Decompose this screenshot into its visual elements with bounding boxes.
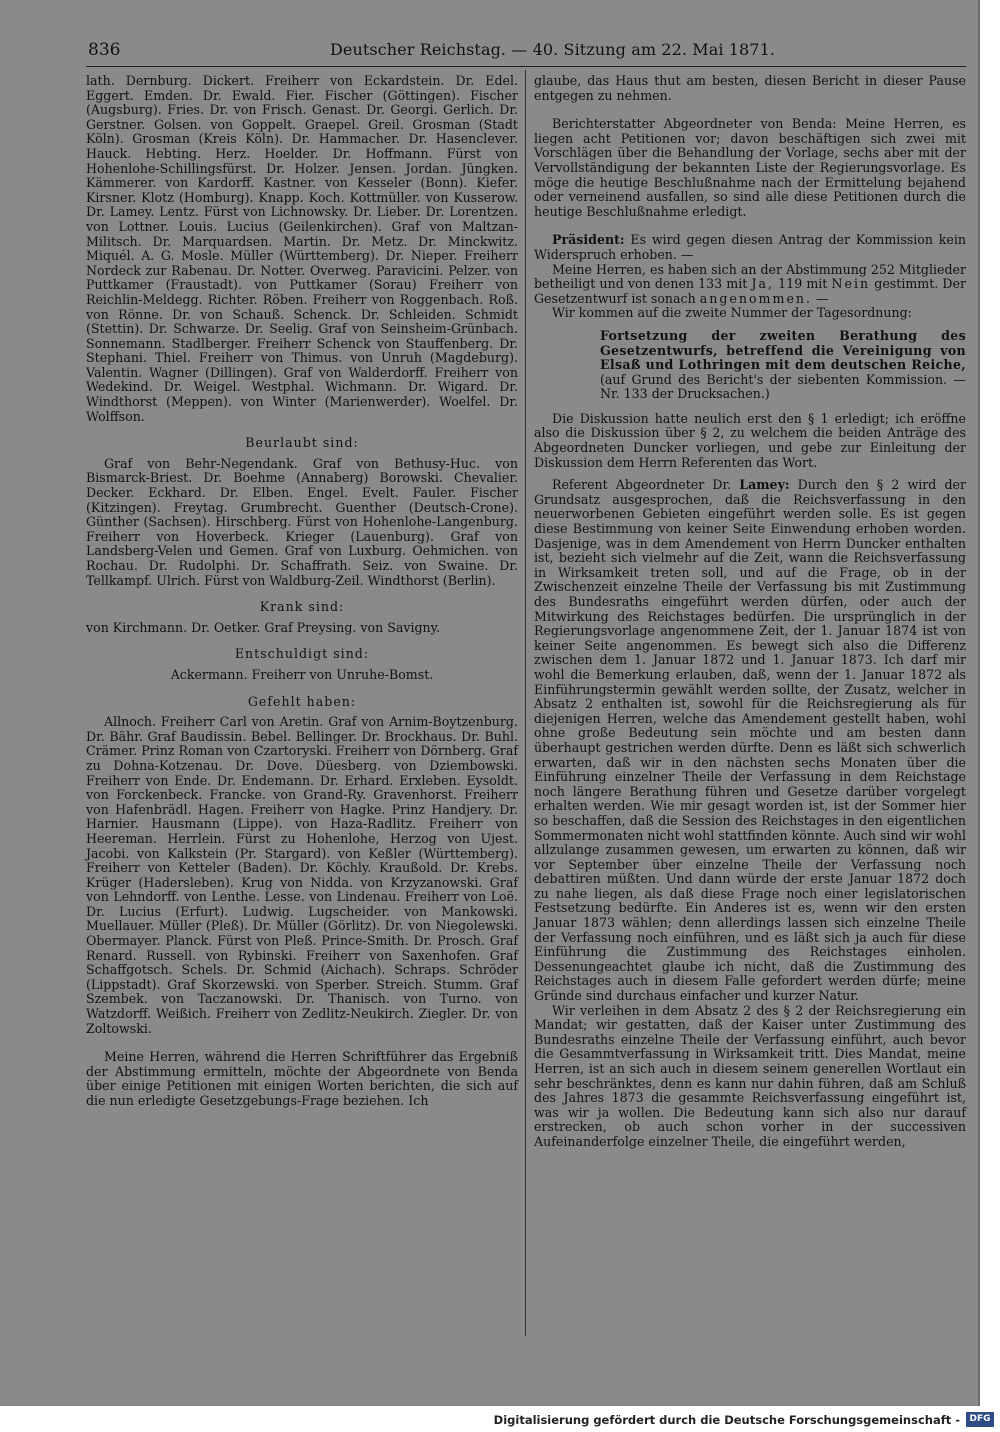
speech-benda: Meine Herren, es liegen acht Petitionen vor; davon beschäftigen sich zwei mit Vorschlägen über die Behandlung der Vorlage, sechs aber mit der Vervollständigung der bekannten Liste der Regierungsvorlage. Es möge die heutige Beschlußnahme nach der Ermittelung bejahend oder verneinend ausfallen, so sind alle diese Petitionen durch die heutige Beschlußnahme erledigt. [534, 116, 967, 219]
section-heading-gefehlt: Gefehlt haben: [247, 693, 357, 709]
agenda-title: Fortsetzung der zweiten Berathung des Gesetzentwurfs, betreffend die Vereinigung von Elsaß und Lothringen mit dem deutschen Reiche, [600, 327, 966, 373]
paragraph-vote-result [534, 263, 966, 307]
paragraph-lamey [534, 478, 966, 1003]
list-beurlaubt: Graf von Behr-Negendank. Graf von Bethusy-Huc. von Bismarck-Briest. Dr. Boehme (Annaberg) Borowski. Chevalier. Decker. Eckhard. Dr. Elben. Engel. Evelt. Fauler. Fischer (Kitzingen). Freytag. Grumbrecht. Guenther (Deutsch-Crone). Günther (Sachsen). Hirschberg. Fürst von Hohenlohe-Langenburg. Freiherr von Hoverbeck. Krieger (Lauenburg). Graf von Landsberg-Velen und Gemen. Graf von Luxburg. Oehmichen. von Rochau. Dr. Rudolphi. Dr. Schaffrath. Seiz. von Swaine. Dr. Tellkampf. Ulrich. Fürst von Waldburg-Zeil. Windthorst (Berlin). [86, 455, 518, 588]
list-krank: von Kirchmann. Dr. Oetker. Graf Preysing. von Savigny. [86, 619, 441, 635]
vote-ja: Ja, [751, 276, 775, 292]
agenda-item [600, 329, 966, 402]
paragraph-continuation: glaube, das Haus thut am besten, diesen Bericht in dieser Pause entgegen zu nehmen. [534, 73, 966, 103]
speaker-president: Präsident: [552, 232, 625, 248]
speech-president: Es wird gegen diesen Antrag der Kommission kein Widerspruch erhoben. — [534, 232, 966, 262]
column-divider [525, 70, 526, 1336]
vote-dash: — [812, 290, 829, 306]
vote-text-c: gestimmt. Der Gesetzentwurf ist sonach [534, 276, 966, 306]
vote-angenommen: angenommen. [699, 290, 813, 306]
vote-nein: Nein [831, 276, 871, 292]
vote-text-b: 119 mit [778, 276, 828, 292]
speaker-benda: Berichterstatter Abgeordneter von Benda: [552, 116, 837, 132]
paragraph-president [534, 233, 966, 262]
page-header-title: Deutscher Reichstag. — 40. Sitzung am 22. Mai 1871. [330, 40, 776, 59]
section-heading-beurlaubt: Beurlaubt sind: [245, 435, 359, 451]
dfg-logo: DFG [966, 1412, 994, 1427]
header-rule [86, 66, 966, 67]
attendance-list: lath. Dernburg. Dickert. Freiherr von Eckardstein. Dr. Edel. Eggert. Emden. Dr. Ewald. Fier. Fischer (Göttingen). Fischer (Augsburg). Fries. Dr. von Frisch. Genast. Dr. Georgi. Gerlich. Dr. Gerstner. Golsen. von Goppelt. Graepel. Greil. Grosman (Stadt Köln). Grosman (Kreis Köln). Dr. Hammacher. Dr. Hasenclever. Hauck. Hebting. Herz. Hoelder. Dr. Hoffmann. Fürst von Hohenlohe-Schillingsfürst. Dr. Holzer. Jensen. Jordan. Jüngken. Kämmerer. von Kardorff. Kastner. von Kesseler (Bonn). Kiefer. Kirsner. Klotz (Homburg). Knapp. Koch. Kottmüller. von Kusserow. Dr. Lamey. Lentz. Fürst von Lichnowsky. Dr. Lieber. Dr. Lorentzen. von Lottner. Louis. Lucius (Geilenkirchen). Graf von Maltzan-Militsch. Dr. Marquardsen. Martin. Dr. Metz. Dr. Minckwitz. Miquél. A. G. Mosle. Müller (Württemberg). Dr. Nieper. Freiherr Nordeck zur Rabenau. Dr. Notter. Overweg. Paravicini. Pelzer. von Puttkamer (Fraustadt). von Puttkamer (Sorau) Freiherr von Reichlin-Meldegg. Richter. Röben. Freiherr von Roggenbach. Roß. von Rönne. Dr. von Schauß. Schenck. Dr. Schleiden. Schmidt (Stettin). Dr. Schwarze. Dr. Seelig. Graf von Seinsheim-Grünbach. Sonnemann. Stadlberger. Freiherr Schenck von Stauffenberg. Dr. Stephani. Thiel. Freiherr von Thimus. von Unruh (Magdeburg). Valentin. Wagner (Dillingen). Graf von Walderdorff. Freiherr von Wedekind. Dr. Weigel. Westphal. Wichmann. Dr. Wigard. Dr. Windthorst (Meppen). von Winter (Marienwerder). Woelfel. Dr. Wolffson. [86, 73, 518, 424]
paragraph-benda [534, 117, 966, 219]
paragraph-discussion: Die Diskussion hatte neulich erst den § 1 erledigt; ich eröffne also die Diskussion über § 2, zu welchem die beiden Anträge des Abgeordneten Duncker vorliegen, und gebe zur Einleitung der Diskussion dem Herrn Referenten das Wort. [534, 410, 966, 470]
speech-lamey: Durch den § 2 wird der Grundsatz ausgesprochen, daß die Reichsverfassung in den neuerworbenen Gebieten eingeführt werden solle. Es ist gegen diese Bestimmung von keiner Seite Einwendung erhoben worden. Dasjenige, was in dem Amendement von Herrn Duncker enthalten ist, bezieht sich vielmehr auf die Zeit, wann die Reichsverfassung in Wirksamkeit treten soll, und auf die Frage, ob in der Zwischenzeit einzelne Theile der Verfassung bis mit Zustimmung des Bundesraths eingeführt werden dürfen, oder auch der Mitwirkung des Reichstages bedürfen. Die ursprünglich in der Regierungsvorlage angenommene Zeit, der 1. Januar 1874 ist von keiner Seite angenommen. Es bewegt sich also die Differenz zwischen dem 1. Januar 1872 und 1. Januar 1873. Ich darf mir wohl die Bemerkung erlauben, daß, wenn der 1. Januar 1872 als Einführungstermin gewählt werden sollte, der Zusatz, welcher in Absatz 2 enthalten ist, sowohl für die Reichsregierung als für diejenigen Herren, welche das Amendement gestellt haben, wohl ohne große Bedeutung sein möchte und am besten dann überhaupt gestrichen werden dürfte. Denn es läßt sich schwerlich erwarten, daß wir in den nächsten sechs Monaten über die Einführung einzelner Theile der Verfassung in dem Reichstage noch längere Berathung führen und Gesetze darüber vorgelegt erhalten werden. Wie mir gesagt worden ist, ist der Sommer hier so beschaffen, daß die Session des Reichstages in den eigentlichen Sommermonaten nicht wohl stattfinden könnte. Auch sind wir wohl allzulange zusammen gewesen, um erwarten zu können, daß wir vor September über einzelne Theile der Verfassung noch debattiren müßten. Und dann würde der erste Januar 1872 doch zu nahe liegen, als daß diese Frage noch einer legislatorischen Festsetzung bedürfte. Ein Anderes ist es, wenn wir den ersten Januar 1873 wählen; denn allerdings lassen sich einzelne Theile der Verfassung noch einführen, und es läßt sich ja auch für diese Einführung die Zustimmung des Reichstages einholen. Dessenungeachtet glaube ich nicht, daß die Zustimmung des Reichstages auch in diesem Falle gefordert werden dürfe; meine Gründe sind durchaus einfacher und kurzer Natur. [534, 477, 966, 1004]
section-heading-krank: Krank sind: [259, 599, 345, 615]
agenda-reference: (auf Grund des Bericht's der siebenten Kommission. — Nr. 133 der Drucksachen.) [600, 371, 966, 402]
closing-paragraph: Meine Herren, während die Herren Schriftführer das Ergebniß der Abstimmung ermitteln, möchte der Abgeordnete von Benda über einige Petitionen mit einigen Worten berichten, die sich auf die nun erledigte Gesetzgebungs-Frage beziehen. Ich [86, 1049, 518, 1108]
speaker-lamey: Lamey: [739, 477, 790, 493]
page-edge [978, 0, 980, 1406]
page-number: 836 [88, 40, 121, 60]
section-heading-entschuldigt: Entschuldigt sind: [234, 646, 370, 662]
paragraph-mandate: Wir verleihen in dem Absatz 2 des § 2 der Reichsregierung ein Mandat; wir gestatten, daß der Kaiser unter Zustimmung des Bundesraths einzelne Theile der Verfassung einführt, auch bevor die Gesammtverfassung in Wirksamkeit tritt. Dies Mandat, meine Herren, ist an sich auch in diesem seinem generellen Wortlaut ein sehr beschränktes, denn es kann nur dahin führen, daß am Schluß des Jahres 1873 die gesammte Reichsverfassung eingeführt ist, was wir ja wollen. Die Bedeutung kann sich also nur darauf erstrecken, ob auch schon vorher in der successiven Aufeinanderfolge einzelner Theile, die eingeführt werden, [534, 1002, 966, 1149]
list-gefehlt: Allnoch. Freiherr Carl von Aretin. Graf von Arnim-Boytzenburg. Dr. Bähr. Graf Baudissin. Bebel. Bellinger. Dr. Brockhaus. Dr. Buhl. Crämer. Prinz Roman von Czartoryski. Freiherr von Dörnberg. Graf zu Dohna-Kotzenau. Dr. Dove. Düesberg. von Dziembowski. Freiherr von Ende. Dr. Endemann. Dr. Erhard. Erxleben. Eysoldt. von Forckenbeck. Francke. von Grand-Ry. Gravenhorst. Freiherr von Hafenbrädl. Hagen. Freiherr von Hagke. Prinz Handjery. Dr. Harnier. Hausmann (Lippe). von Haza-Radlitz. Freiherr von Heereman. Herrlein. Fürst zu Hohenlohe, Herzog von Ujest. Jacobi. von Kalkstein (Pr. Stargard). von Keßler (Württemberg). Freiherr von Ketteler (Baden). Dr. Köchly. Kraußold. Dr. Krebs. Krüger (Hadersleben). Krug von Nidda. von Krzyzanowski. Graf von Lehndorff. von Lenthe. Lesse. von Lindenau. Freiherr von Loë. Dr. Lucius (Erfurt). Ludwig. Lugscheider. von Mankowski. Muellauer. Müller (Pleß). Dr. Müller (Görlitz). Dr. von Niegolewski. Obermayer. Planck. Fürst von Pleß. Prince-Smith. Dr. Prosch. Graf Renard. Russell. von Rybinski. Freiherr von Saxenhofen. Graf Schaffgotsch. Schels. Dr. Schmid (Aichach). Schraps. Schröder (Lippstadt). Graf Skorzewski. von Sperber. Streich. Stumm. Graf Szembek. von Taczanowski. Dr. Thanisch. von Turno. von Watzdorff. Weißich. Freiherr von Zedlitz-Neukirch. Ziegler. Dr. von Zoltowski. [86, 714, 518, 1036]
right-column [534, 74, 966, 1150]
footer-credit: Digitalisierung gefördert durch die Deutsche Forschungsgemeinschaft - [493, 1413, 960, 1427]
paragraph-agenda-intro: Wir kommen auf die zweite Nummer der Tagesordnung: [552, 305, 912, 321]
vote-text-a: Meine Herren, es haben sich an der Abstimmung 252 Mitglieder betheiligt und von denen 133 mit [534, 261, 966, 292]
list-entschuldigt: Ackermann. Freiherr von Unruhe-Bomst. [170, 666, 434, 682]
referent-intro: Referent Abgeordneter Dr. [552, 477, 732, 493]
left-column [86, 74, 518, 1109]
